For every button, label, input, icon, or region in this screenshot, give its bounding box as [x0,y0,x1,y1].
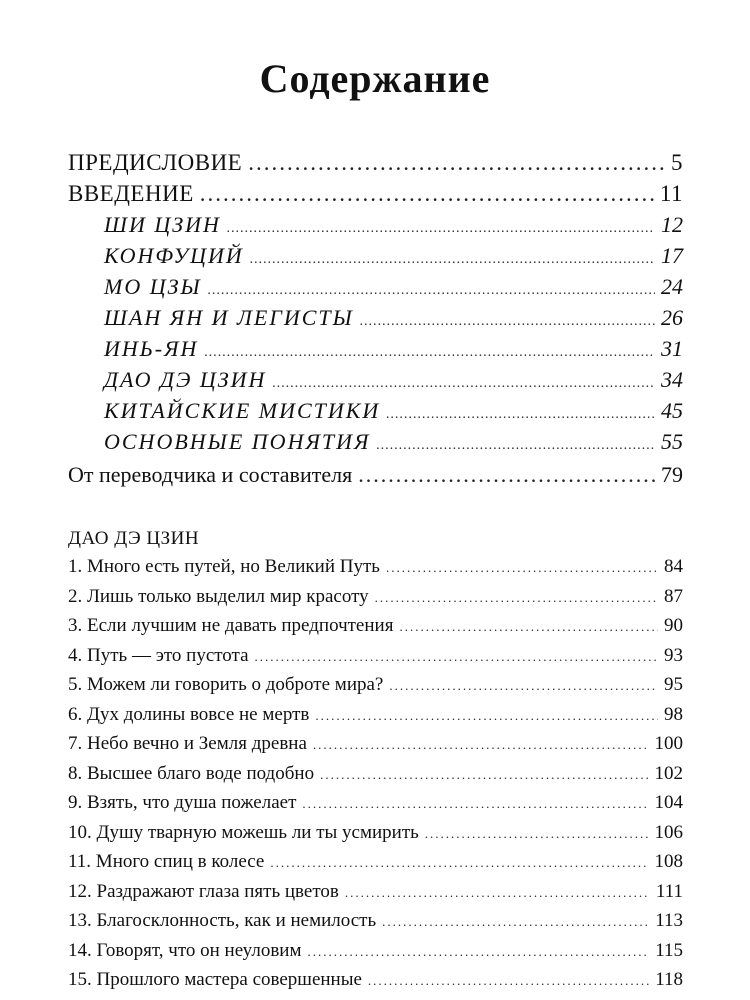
toc-subentry-label: МО ЦЗЫ [104,274,202,299]
dot-leader [386,407,655,423]
chapter-list [68,556,683,999]
dot-leader [272,376,655,392]
dot-leader [307,944,649,960]
toc-subentry-label: КОНФУЦИЙ [104,243,244,268]
toc-entry-introduction[interactable] [68,181,683,212]
dot-leader [345,885,650,901]
dot-leader [360,314,655,330]
toc-entry-label: ПРЕДИСЛОВИЕ [68,150,243,175]
table-of-contents-main [68,150,683,498]
chapter-page: 102 [654,762,683,784]
chapter-label: 11. Много спиц в колесе [68,851,265,872]
chapter-label: 13. Благосклонность, как и немилость [68,910,377,931]
toc-subentry[interactable] [68,274,683,305]
dot-leader [302,796,648,812]
dot-leader [227,221,655,237]
section-heading: ДАО ДЭ ЦЗИН [68,528,200,549]
toc-subentry-label: ДАО ДЭ ЦЗИН [104,367,267,392]
page-title: Содержание [259,55,491,101]
toc-entry-label: ВВЕДЕНИЕ [68,181,194,206]
dot-leader [200,181,654,207]
chapter-label: 2. Лишь только выделил мир красоту [68,585,369,607]
chapter-entry[interactable] [68,851,683,881]
toc-subentry-page: 34 [661,367,683,392]
chapter-label: 14. Говорят, что он неуловим [68,939,302,961]
toc-entry-page: 11 [659,181,683,206]
dot-leader [320,767,648,783]
chapter-page: 98 [664,703,683,725]
toc-subentry[interactable] [68,336,683,367]
chapter-page: 111 [655,880,683,902]
toc-subentry-label: ШАН ЯН И ЛЕГИСТЫ [104,305,354,330]
toc-subentry-page: 26 [661,305,683,330]
chapter-label: 6. Дух долины вовсе не мертв [68,703,310,725]
toc-subentry[interactable] [68,243,683,274]
dot-leader [255,649,658,665]
chapter-entry[interactable] [68,940,683,970]
chapter-page: 93 [664,644,683,666]
chapter-entry[interactable] [68,586,683,616]
chapter-entry[interactable] [68,881,683,911]
toc-subentry[interactable] [68,429,683,460]
chapter-page: 113 [655,910,683,931]
toc-subentry-page: 55 [661,429,683,454]
chapter-label: 8. Высшее благо воде подобно [68,762,315,784]
toc-subentry-label: ИНЬ-ЯН [104,336,199,361]
chapter-label: 5. Можем ли говорить о доброте мира? [68,674,384,695]
dot-leader [375,590,658,606]
chapter-label: 15. Прошлого мастера совершенные [68,969,362,990]
toc-subentry-page: 24 [661,274,683,299]
chapter-label: 1. Много есть путей, но Великий Путь [68,556,380,577]
toc-subentry-label: КИТАЙСКИЕ МИСТИКИ [104,398,381,423]
dot-leader [358,462,655,488]
toc-subentry[interactable] [68,212,683,243]
dot-leader [425,826,649,842]
dot-leader [368,973,649,989]
chapter-page: 90 [664,615,683,636]
toc-subentry-page: 12 [661,212,683,237]
toc-entry-preface[interactable] [68,150,683,181]
chapter-entry[interactable] [68,704,683,734]
toc-subentry[interactable] [68,367,683,398]
dot-leader [382,914,649,930]
chapter-page: 84 [664,556,683,577]
chapter-page: 100 [654,733,683,754]
dot-leader [389,678,658,694]
chapter-label: 3. Если лучшим не давать предпочтения [68,615,394,636]
dot-leader [250,252,655,268]
toc-entry-label: От переводчика и составителя [68,462,353,487]
toc-subentry-label: ШИ ЦЗИН [104,212,221,237]
chapter-entry[interactable] [68,733,683,763]
toc-subentry[interactable] [68,305,683,336]
dot-leader [315,708,658,724]
dot-leader [204,345,655,361]
chapter-entry[interactable] [68,674,683,704]
chapter-page: 104 [654,792,683,813]
dot-leader [386,560,658,576]
toc-subentry-page: 31 [661,336,683,361]
chapter-page: 118 [655,969,683,990]
dot-leader [399,619,658,635]
chapter-entry[interactable] [68,556,683,586]
chapter-label: 4. Путь — это пустота [68,644,249,666]
dot-leader [313,737,649,753]
chapter-entry[interactable] [68,645,683,675]
chapter-label: 9. Взять, что душа пожелает [68,792,297,813]
dot-leader [270,855,648,871]
chapter-label: 12. Раздражают глаза пять цветов [68,880,339,902]
dot-leader [208,283,655,299]
toc-subentry[interactable] [68,398,683,429]
toc-entry-page: 5 [671,150,683,175]
toc-subentry-page: 17 [661,243,683,268]
toc-entry-translator[interactable] [68,462,683,498]
dot-leader [248,150,665,176]
chapter-entry[interactable] [68,910,683,940]
toc-subentry-page: 45 [661,398,683,423]
toc-entry-page: 79 [661,462,683,487]
chapter-entry[interactable] [68,615,683,645]
chapter-entry[interactable] [68,822,683,852]
chapter-label: 7. Небо вечно и Земля древна [68,733,307,754]
chapter-page: 95 [664,674,683,695]
toc-subentry-label: ОСНОВНЫЕ ПОНЯТИЯ [104,429,371,454]
dot-leader [377,438,656,454]
chapter-label: 10. Душу тварную можешь ли ты усмирить [68,821,419,843]
chapter-entry[interactable] [68,792,683,822]
chapter-entry[interactable] [68,969,683,999]
chapter-page: 115 [655,939,683,961]
chapter-entry[interactable] [68,763,683,793]
chapter-page: 106 [654,821,683,843]
chapter-page: 87 [664,585,683,607]
chapter-page: 108 [654,851,683,872]
